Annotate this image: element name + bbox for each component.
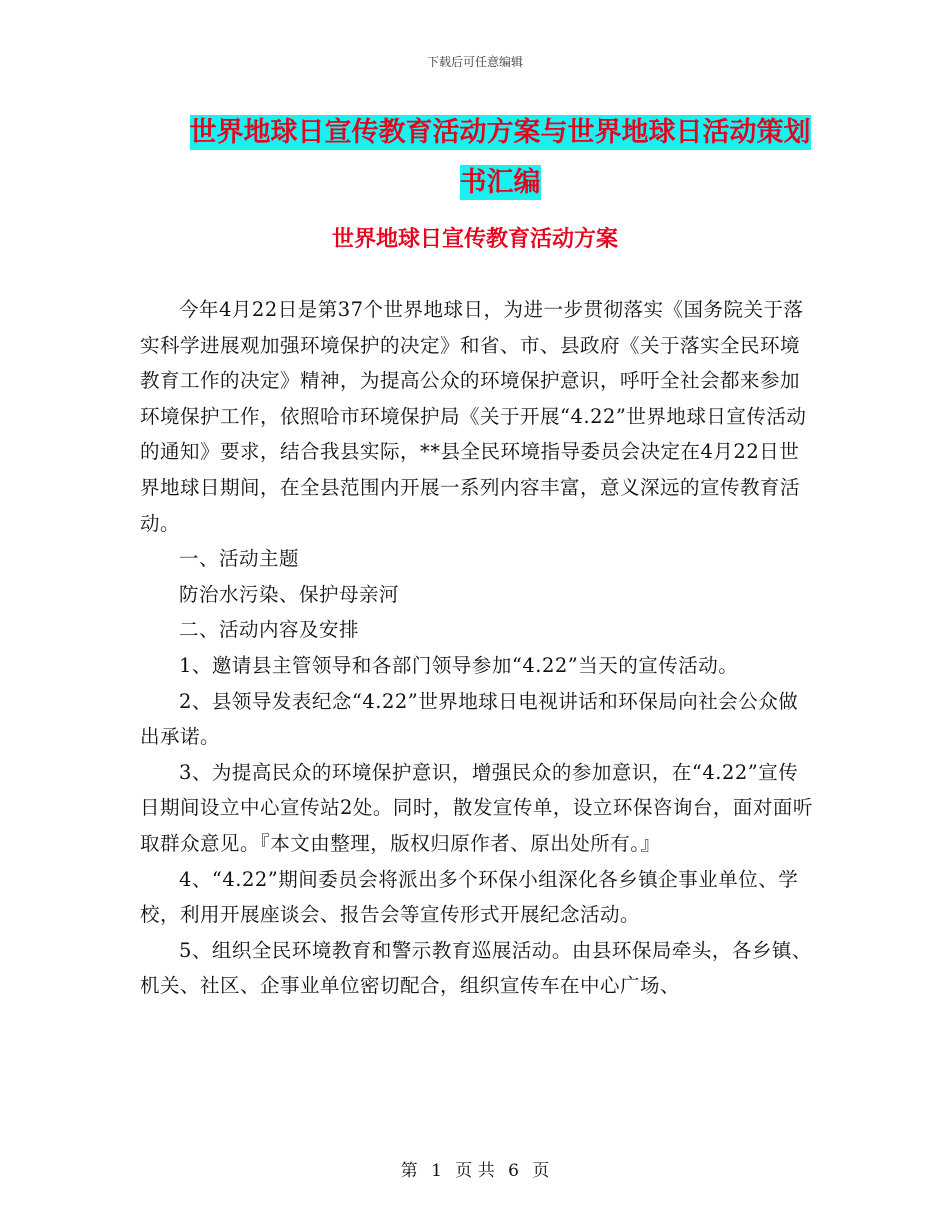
- list-item-1: 1、邀请县主管领导和各部门领导参加“4.22”当天的宣传活动。: [179, 653, 739, 677]
- footer-middle: 页 共: [455, 1161, 495, 1181]
- document-body: [140, 292, 815, 1004]
- list-item-3: 3、为提高民众的环境保护意识，增强民众的参加意识，在“4.22”宣传日期间设立中心宣传站2处。同时，散发宣传单，设立环保咨询台，面对面听取群众意见。『本文由整理，版权归原作者、原出处所有。』: [140, 760, 813, 855]
- heading-activity-theme: 一、活动主题: [179, 547, 300, 571]
- paragraph-intro: 今年4月22日是第37个世界地球日，为进一步贯彻落实《国务院关于落实科学进展观加强环境保护的决定》和省、市、县政府《关于落实全民环境教育工作的决定》精神，为提高公众的环境保护意识，呼吁全社会都来参加环境保护工作，依照哈市环境保护局《关于开展“4.22”世界地球日宣传活动的通知》要求，结合我县实际，**县全民环境指导委员会决定在4月22日世界地球日期间，在全县范围内开展一系列内容丰富，意义深远的宣传教育活动。: [140, 298, 807, 535]
- title-line-1: 世界地球日宣传教育活动方案与世界地球日活动策划: [189, 117, 811, 148]
- list-item-2: 2、县领导发表纪念“4.22”世界地球日电视讲话和环保局向社会公众做出承诺。: [140, 689, 799, 749]
- page-number: 1: [431, 1161, 442, 1181]
- footer-suffix: 页: [532, 1161, 550, 1181]
- list-item-5: 5、组织全民环境教育和警示教育巡展活动。由县环保局牵头，各乡镇、机关、社区、企事业单位密切配合，组织宣传车在中心广场、: [140, 938, 812, 998]
- activity-theme-text: 防治水污染、保护母亲河: [179, 582, 400, 606]
- page-footer: [0, 1156, 950, 1181]
- title-line-2: 书汇编: [459, 167, 541, 198]
- header-note: 下载后可任意编辑: [426, 55, 523, 69]
- list-item-4: 4、“4.22”期间委员会将派出多个环保小组深化各乡镇企事业单位、学校，利用开展座谈会、报告会等宣传形式开展纪念活动。: [140, 867, 799, 927]
- document-title: [140, 108, 860, 208]
- section-title: 世界地球日宣传教育活动方案: [331, 227, 618, 252]
- heading-activity-content: 二、活动内容及安排: [179, 618, 360, 642]
- total-pages: 6: [508, 1161, 519, 1181]
- footer-prefix: 第: [400, 1161, 418, 1181]
